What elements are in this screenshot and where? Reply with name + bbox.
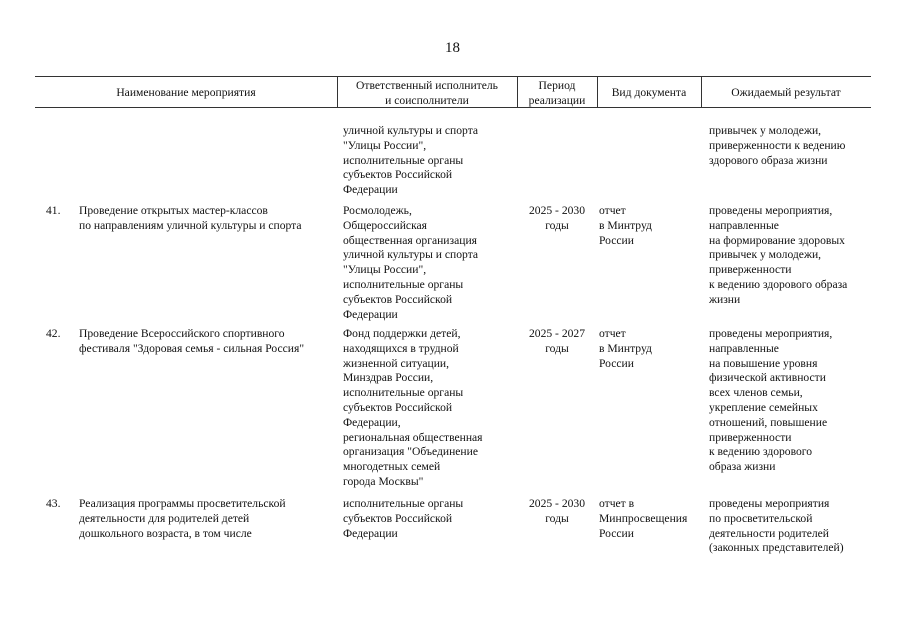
- text-line: укрепление семейных: [709, 400, 818, 414]
- text-line: исполнительные органы: [343, 277, 464, 291]
- row-41-number: [46, 204, 61, 219]
- text-line: многодетных семей: [343, 460, 441, 474]
- text-line: деятельности для родителей детей: [79, 511, 250, 525]
- header-result-line: Ожидаемый результат: [731, 86, 841, 99]
- header-period: [517, 78, 597, 108]
- row-41-period: [521, 204, 593, 234]
- text-line: Федерации: [343, 307, 398, 321]
- text-line: отношений, повышение: [709, 415, 828, 429]
- text-line: Проведение Всероссийского спортивного: [79, 327, 285, 340]
- text-line: по направлениям уличной культуры и спорта: [79, 218, 302, 232]
- row-43-responsible: [343, 497, 463, 541]
- row-continuation-result: [709, 124, 845, 168]
- text-line: направленные: [709, 218, 779, 232]
- text-line: к ведению здорового образа: [709, 277, 848, 291]
- text-line: России: [599, 356, 634, 370]
- text-line: субъектов Российской: [343, 400, 453, 414]
- row-41-name: [79, 204, 302, 234]
- text-line: в Минтруд: [599, 218, 652, 232]
- text-line: исполнительные органы: [343, 386, 464, 400]
- text-line: фестиваля "Здоровая семья - сильная Россия": [79, 341, 305, 355]
- text-line: привычек у молодежи,: [709, 248, 822, 262]
- text-line: приверженности: [709, 430, 792, 444]
- row-42-result: [709, 327, 832, 475]
- text-line: проведены мероприятия,: [709, 204, 833, 217]
- text-line: проведены мероприятия: [709, 497, 830, 510]
- text-line: годы: [545, 341, 569, 355]
- header-responsible-line: и соисполнители: [385, 94, 469, 107]
- text-line: здорового образа жизни: [709, 153, 828, 167]
- text-line: жизненной ситуации,: [343, 356, 450, 370]
- row-continuation-responsible: [343, 124, 478, 198]
- header-responsible-line: Ответственный исполнитель: [356, 79, 498, 92]
- row-43-number: [46, 497, 61, 512]
- text-line: субъектов Российской: [343, 511, 453, 525]
- text-line: на формирование здоровых: [709, 233, 845, 247]
- row-42-doc-type: [599, 327, 652, 371]
- text-line: дошкольного возраста, в том числе: [79, 526, 252, 540]
- text-line: Общероссийская: [343, 218, 428, 232]
- header-responsible: [337, 78, 517, 108]
- header-result: [701, 85, 871, 100]
- text-line: на повышение уровня: [709, 356, 818, 370]
- text-line: всех членов семьи,: [709, 386, 803, 400]
- text-line: годы: [545, 511, 569, 525]
- text-line: исполнительные органы: [343, 497, 464, 510]
- text-line: субъектов Российской: [343, 168, 453, 182]
- text-line: 42.: [46, 327, 61, 340]
- header-doc-type: [597, 85, 701, 100]
- row-43-period: [521, 497, 593, 527]
- text-line: Фонд поддержки детей,: [343, 327, 461, 340]
- row-42-name: [79, 327, 304, 357]
- header-doc-type-line: Вид документа: [611, 86, 687, 99]
- text-line: "Улицы России",: [343, 263, 427, 277]
- text-line: 2025 - 2027: [528, 327, 586, 340]
- text-line: Федерации: [343, 526, 398, 540]
- text-line: привычек у молодежи,: [709, 124, 822, 137]
- text-line: исполнительные органы: [343, 153, 464, 167]
- text-line: отчет в: [599, 497, 635, 510]
- text-line: направленные: [709, 341, 779, 355]
- page-number: 18: [445, 40, 460, 56]
- row-41-responsible: [343, 204, 478, 322]
- row-42-number: [46, 327, 61, 342]
- text-line: России: [599, 526, 634, 540]
- text-line: 2025 - 2030: [528, 497, 586, 510]
- row-43-doc-type: [599, 497, 687, 541]
- row-43-name: [79, 497, 286, 541]
- row-41-doc-type: [599, 204, 652, 248]
- row-42-responsible: [343, 327, 483, 490]
- text-line: Минпросвещения: [599, 511, 688, 525]
- text-line: города Москвы": [343, 474, 424, 488]
- text-line: к ведению здорового: [709, 445, 813, 459]
- text-line: деятельности родителей: [709, 526, 829, 540]
- text-line: 2025 - 2030: [528, 204, 586, 217]
- text-line: Росмолодежь,: [343, 204, 412, 217]
- text-line: региональная общественная: [343, 430, 483, 444]
- text-line: проведены мероприятия,: [709, 327, 833, 340]
- header-name-line: Наименование мероприятия: [116, 86, 256, 99]
- row-41-result: [709, 204, 847, 308]
- text-line: жизни: [709, 292, 741, 306]
- text-line: физической активности: [709, 371, 826, 385]
- text-line: 41.: [46, 204, 61, 217]
- text-line: 43.: [46, 497, 61, 510]
- header-period-line: Период: [538, 79, 576, 92]
- text-line: уличной культуры и спорта: [343, 124, 479, 137]
- text-line: России: [599, 233, 634, 247]
- text-line: находящихся в трудной: [343, 341, 459, 355]
- text-line: "Улицы России",: [343, 138, 427, 152]
- text-line: Федерации: [343, 183, 398, 197]
- text-line: (законных представителей): [709, 541, 844, 555]
- text-line: субъектов Российской: [343, 292, 453, 306]
- header-period-line: реализации: [528, 94, 586, 107]
- text-line: в Минтруд: [599, 341, 652, 355]
- text-line: образа жизни: [709, 460, 776, 474]
- text-line: организация "Объединение: [343, 445, 478, 459]
- text-line: по просветительской: [709, 511, 813, 525]
- table-top-rule: [35, 76, 871, 77]
- text-line: приверженности: [709, 263, 792, 277]
- text-line: годы: [545, 218, 569, 232]
- text-line: отчет: [599, 204, 626, 217]
- text-line: общественная организация: [343, 233, 477, 247]
- text-line: уличной культуры и спорта: [343, 248, 479, 262]
- text-line: Реализация программы просветительской: [79, 497, 286, 510]
- text-line: Проведение открытых мастер-классов: [79, 204, 268, 217]
- row-42-period: [521, 327, 593, 357]
- text-line: Федерации,: [343, 415, 401, 429]
- row-43-result: [709, 497, 844, 556]
- text-line: Минздрав России,: [343, 371, 434, 385]
- header-name: [35, 85, 337, 100]
- text-line: отчет: [599, 327, 626, 340]
- text-line: приверженности к ведению: [709, 138, 846, 152]
